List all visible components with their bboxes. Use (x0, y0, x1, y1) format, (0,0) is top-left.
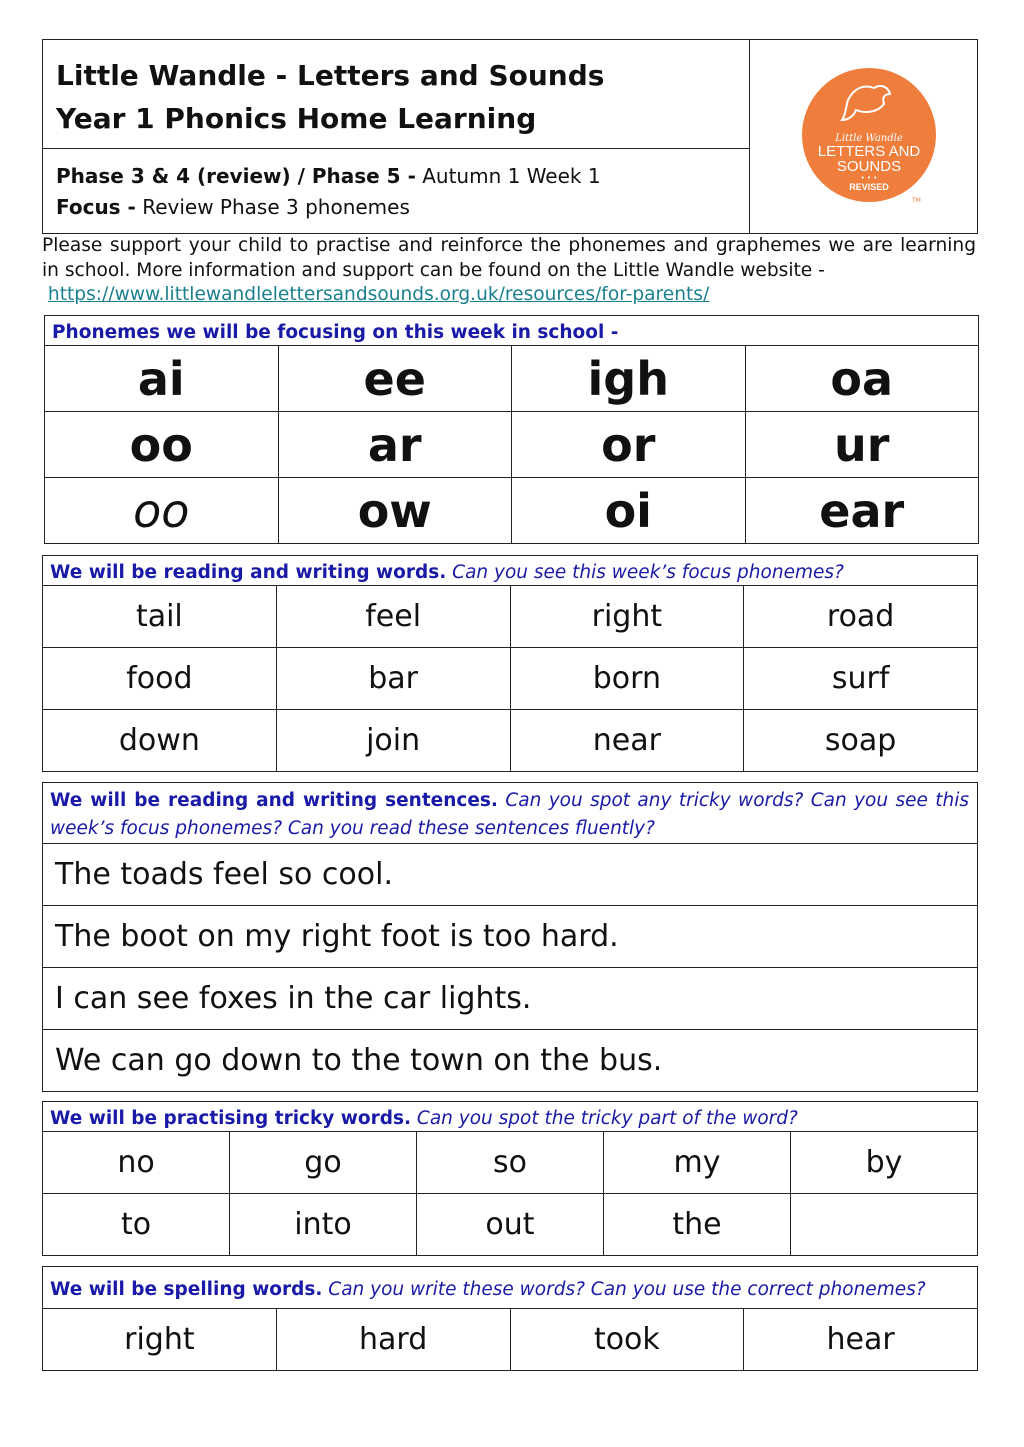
word-cell: down (43, 710, 277, 772)
spelling-heading (43, 1267, 978, 1309)
word-cell: tail (43, 586, 277, 648)
table-row (43, 844, 978, 906)
phoneme-cell: oo (45, 412, 279, 478)
sentence-cell: We can go down to the town on the bus. (43, 1030, 978, 1092)
table-row (43, 1132, 978, 1194)
spelling-word-cell: took (510, 1309, 744, 1371)
spelling-heading-bold: We will be spelling words. (50, 1279, 323, 1300)
logo-tm: TM (912, 197, 921, 204)
word-cell: bar (276, 648, 510, 710)
tricky-word-cell: by (791, 1132, 978, 1194)
spelling-heading-italic: Can you write these words? Can you use the correct phonemes? (322, 1279, 926, 1300)
sentences-table (42, 782, 978, 1092)
spelling-table (42, 1266, 978, 1371)
phoneme-cell: ur (745, 412, 979, 478)
table-row (43, 648, 978, 710)
word-cell: join (276, 710, 510, 772)
table-row (43, 586, 978, 648)
word-cell: road (744, 586, 978, 648)
tricky-heading (43, 1102, 978, 1132)
intro-text (42, 234, 976, 308)
phoneme-cell: ow (278, 478, 512, 544)
sentence-cell: The toads feel so cool. (43, 844, 978, 906)
table-row (43, 968, 978, 1030)
table-row (45, 412, 979, 478)
tricky-word-cell (791, 1194, 978, 1256)
tricky-word-cell: out (417, 1194, 604, 1256)
phase-line (56, 161, 749, 192)
sentence-cell: The boot on my right foot is too hard. (43, 906, 978, 968)
words-table (42, 555, 978, 772)
phoneme-cell: ear (745, 478, 979, 544)
phoneme-cell: igh (512, 346, 746, 412)
phoneme-cell: ar (278, 412, 512, 478)
tricky-word-cell: my (604, 1132, 791, 1194)
table-row (43, 710, 978, 772)
phase-label: Phase 3 & 4 (review) / Phase 5 - (56, 164, 416, 188)
phoneme-cell: ee (278, 346, 512, 412)
phoneme-cell: oo (45, 478, 279, 544)
words-heading (43, 556, 978, 586)
phoneme-cell: oa (745, 346, 979, 412)
tricky-heading-bold: We will be practising tricky words. (50, 1108, 412, 1129)
phonemes-table (44, 315, 979, 544)
title-line-2: Year 1 Phonics Home Learning (56, 102, 537, 135)
tricky-heading-italic: Can you spot the tricky part of the word? (411, 1108, 798, 1129)
word-cell: feel (276, 586, 510, 648)
tricky-word-cell: the (604, 1194, 791, 1256)
logo-cell (750, 40, 977, 233)
spelling-word-cell: hear (744, 1309, 978, 1371)
title-cell (43, 40, 750, 149)
word-cell: food (43, 648, 277, 710)
tricky-word-cell: into (230, 1194, 417, 1256)
tricky-word-cell: go (230, 1132, 417, 1194)
word-cell: surf (744, 648, 978, 710)
tricky-word-cell: so (417, 1132, 604, 1194)
sentence-cell: I can see foxes in the car lights. (43, 968, 978, 1030)
focus-line (56, 192, 749, 223)
words-heading-italic: Can you see this week’s focus phonemes? (446, 562, 844, 583)
words-heading-bold: We will be reading and writing words. (50, 562, 447, 583)
phoneme-cell: oi (512, 478, 746, 544)
table-row (43, 1030, 978, 1092)
tricky-word-cell: no (43, 1132, 230, 1194)
tricky-word-cell: to (43, 1194, 230, 1256)
spelling-word-cell: right (43, 1309, 277, 1371)
parents-link[interactable]: https://www.littlewandlelettersandsounds.org.uk/resources/for-parents/ (47, 284, 710, 305)
tricky-words-table (42, 1101, 978, 1256)
table-row (43, 1194, 978, 1256)
phoneme-cell: or (512, 412, 746, 478)
table-row (45, 346, 979, 412)
word-cell: near (510, 710, 744, 772)
intro-paragraph: Please support your child to practise and reinforce the phonemes and graphemes we are learning in school. More information and support can be found on the Little Wandle website - (42, 235, 976, 281)
phase-value: Autumn 1 Week 1 (415, 164, 601, 188)
logo-text-3: SOUNDS (836, 158, 902, 175)
info-cell (43, 149, 750, 233)
word-cell: born (510, 648, 744, 710)
table-row (45, 478, 979, 544)
logo-text-4: REVISED (849, 182, 889, 192)
table-row (43, 1309, 978, 1371)
table-row (43, 906, 978, 968)
phonemes-heading: Phonemes we will be focusing on this week in school - (45, 316, 979, 346)
word-cell: right (510, 586, 744, 648)
little-wandle-logo (750, 40, 977, 233)
title-line-1: Little Wandle - Letters and Sounds (56, 59, 605, 92)
spelling-word-cell: hard (276, 1309, 510, 1371)
logo-text-2: LETTERS AND (817, 143, 921, 160)
header-box (42, 39, 978, 234)
word-cell: soap (744, 710, 978, 772)
sentences-heading (43, 783, 978, 844)
sentences-heading-bold: We will be reading and writing sentences. (50, 790, 498, 811)
focus-label: Focus - (56, 195, 136, 219)
logo-text-1: Little Wandle (835, 133, 903, 144)
focus-value: Review Phase 3 phonemes (135, 195, 410, 219)
phoneme-cell: ai (45, 346, 279, 412)
sentences-heading-italic: Can you spot any tricky words? Can you see this week’s focus phonemes? Can you read these sentences fluently? (50, 790, 970, 839)
logo-stars: • • • (860, 174, 878, 182)
